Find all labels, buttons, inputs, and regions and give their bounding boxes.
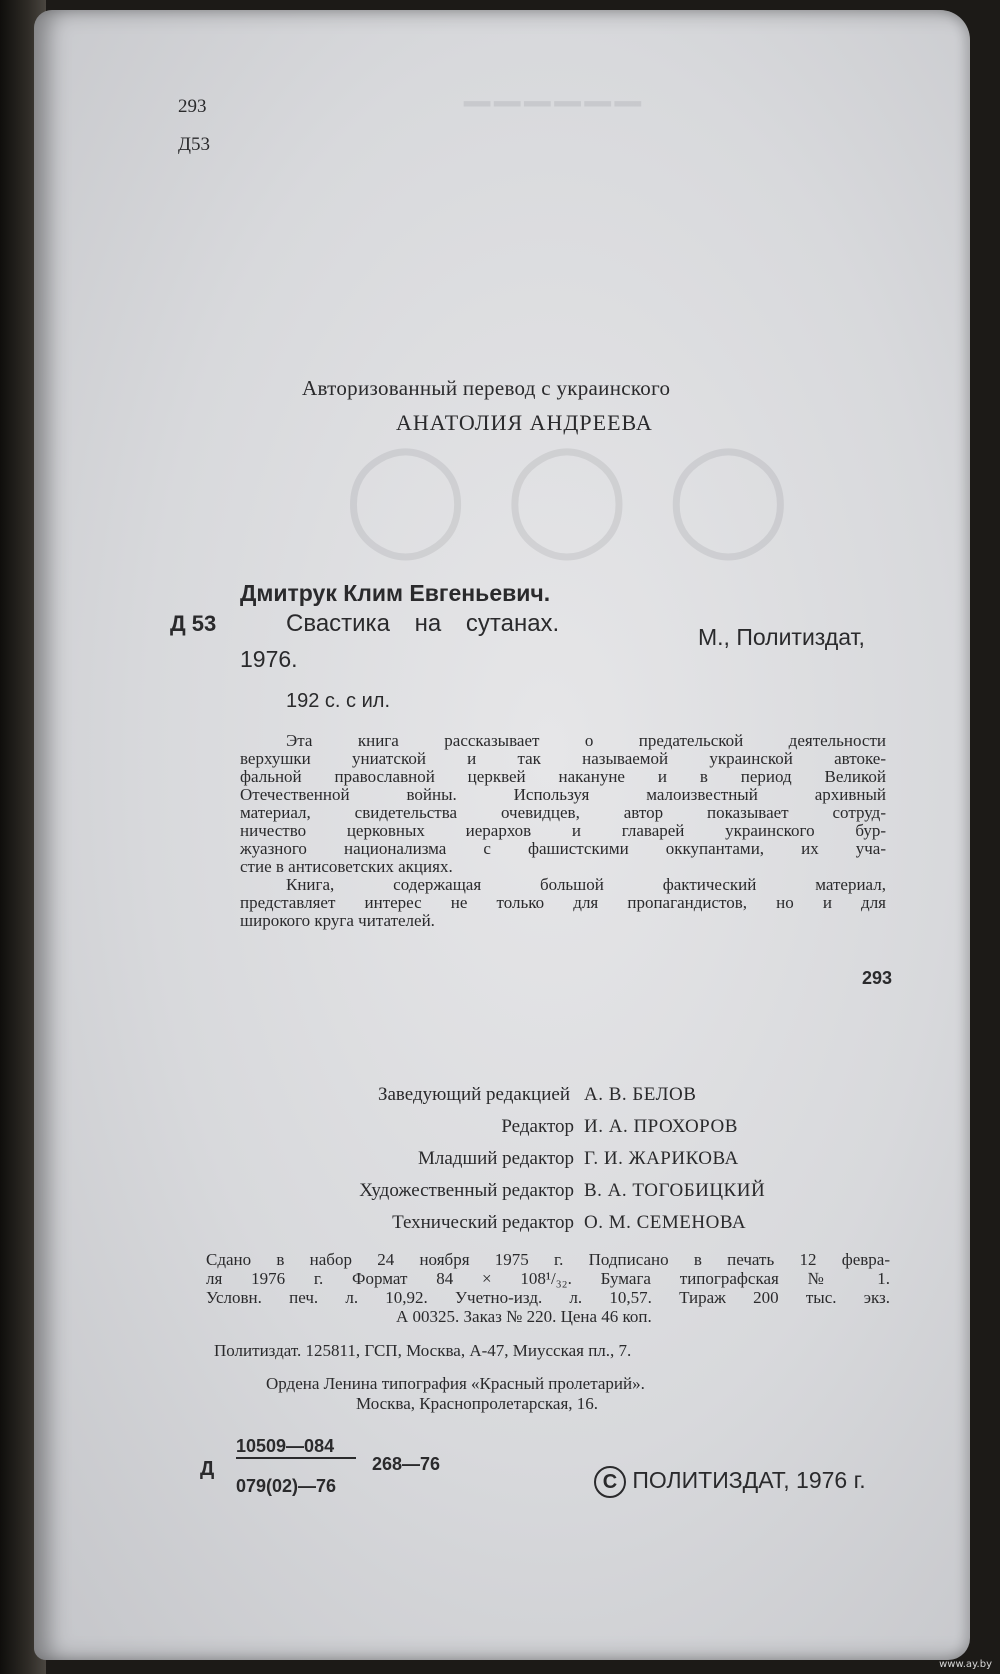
annotation-line: Отечественной войны. Используя малоизвестный архивный <box>240 785 886 804</box>
copyright-icon: C <box>594 1466 626 1498</box>
credit-name: В. А. ТОГОБИЦКИЙ <box>584 1180 766 1201</box>
watermark: www.ay.by <box>939 1659 992 1670</box>
page-count: 192 с. с ил. <box>286 690 390 712</box>
translation-note: Авторизованный перевод с украинского <box>302 376 671 400</box>
credit-row <box>34 1148 970 1172</box>
author-entry: Дмитрук Клим Евгеньевич. <box>240 580 551 606</box>
author-mark: Д53 <box>178 134 210 155</box>
credit-row <box>34 1180 970 1204</box>
show-through-text: ▔▔▔▔▔▔ <box>464 102 645 142</box>
footer-code: 268—76 <box>372 1454 441 1474</box>
annotation <box>240 732 886 930</box>
translator-name: АНАТОЛИЯ АНДРЕЕВА <box>396 410 653 435</box>
credit-row <box>34 1116 970 1140</box>
printer-address: Москва, Краснопролетарская, 16. <box>356 1394 599 1413</box>
copyright-text: ПОЛИТИЗДАТ, 1976 г. <box>632 1467 866 1494</box>
classification-code: 293 <box>178 96 207 117</box>
printer-line: Ордена Ленина типография «Красный пролетарий». <box>266 1374 645 1393</box>
annotation-line: Книга, содержащая большой фактический материал, <box>286 875 886 894</box>
credit-role: Художественный редактор <box>359 1180 574 1201</box>
credit-row <box>34 1212 970 1236</box>
annotation-line: Эта книга рассказывает о предательской деятельности <box>286 731 886 750</box>
credit-name: А. В. БЕЛОВ <box>584 1084 697 1105</box>
annotation-line: материал, свидетельства очевидцев, автор показывает сотруд- <box>240 803 886 822</box>
order-line: А 00325. Заказ № 220. Цена 46 коп. <box>396 1307 652 1326</box>
credit-role: Младший редактор <box>417 1148 574 1169</box>
fraction-numerator: 10509—084 <box>236 1436 356 1459</box>
annotation-line: представляет интерес не только для пропагандистов, но и для <box>240 893 886 912</box>
copyright <box>594 1466 866 1498</box>
fraction-denominator: 079(02)—76 <box>236 1476 337 1496</box>
annotation-line: широкого круга читателей. <box>240 911 435 930</box>
annotation-line: жуазного национализма с фашистскими оккупантами, их уча- <box>240 839 886 858</box>
annotation-line: ничество церковных иерархов и главарей украинского бур- <box>240 821 886 840</box>
imprint-line: Сдано в набор 24 ноября 1975 г. Подписано в печать 12 февра- <box>206 1250 890 1269</box>
credit-name: И. А. ПРОХОРОВ <box>584 1116 738 1137</box>
publisher-address: Политиздат. 125811, ГСП, Москва, А-47, Миусская пл., 7. <box>214 1341 632 1360</box>
catalog-index: Д 53 <box>170 611 217 636</box>
footer-letter: Д <box>200 1458 215 1480</box>
book-page <box>34 10 970 1660</box>
credit-role: Технический редактор <box>392 1212 574 1233</box>
imprint <box>206 1250 890 1307</box>
catalog-number: 293 <box>862 968 893 988</box>
credit-role: Заведующий редакцией <box>377 1084 570 1105</box>
credit-name: Г. И. ЖАРИКОВА <box>584 1148 739 1169</box>
annotation-line: фальной православной церквей накануне и в период Великой <box>240 767 886 786</box>
imprint-line: ля 1976 г. Формат 84 × 108¹/₃₂. Бумага типографская № 1. <box>206 1269 890 1288</box>
credit-name: О. М. СЕМЕНОВА <box>584 1212 747 1233</box>
book-title: Свастика на сутанах. <box>286 610 560 637</box>
annotation-line: верхушки униатской и так называемой украинской автоке- <box>240 749 886 768</box>
show-through-text: ◯ ◯ ◯ <box>344 430 790 559</box>
publication-year: 1976. <box>240 646 298 672</box>
imprint-line: Условн. печ. л. 10,92. Учетно-изд. л. 10,57. Тираж 200 тыс. экз. <box>206 1288 890 1307</box>
credit-role: Редактор <box>501 1116 574 1137</box>
annotation-line: стие в антисоветских акциях. <box>240 857 453 876</box>
publisher-line: М., Политиздат, <box>698 624 865 650</box>
credit-row <box>34 1084 970 1108</box>
